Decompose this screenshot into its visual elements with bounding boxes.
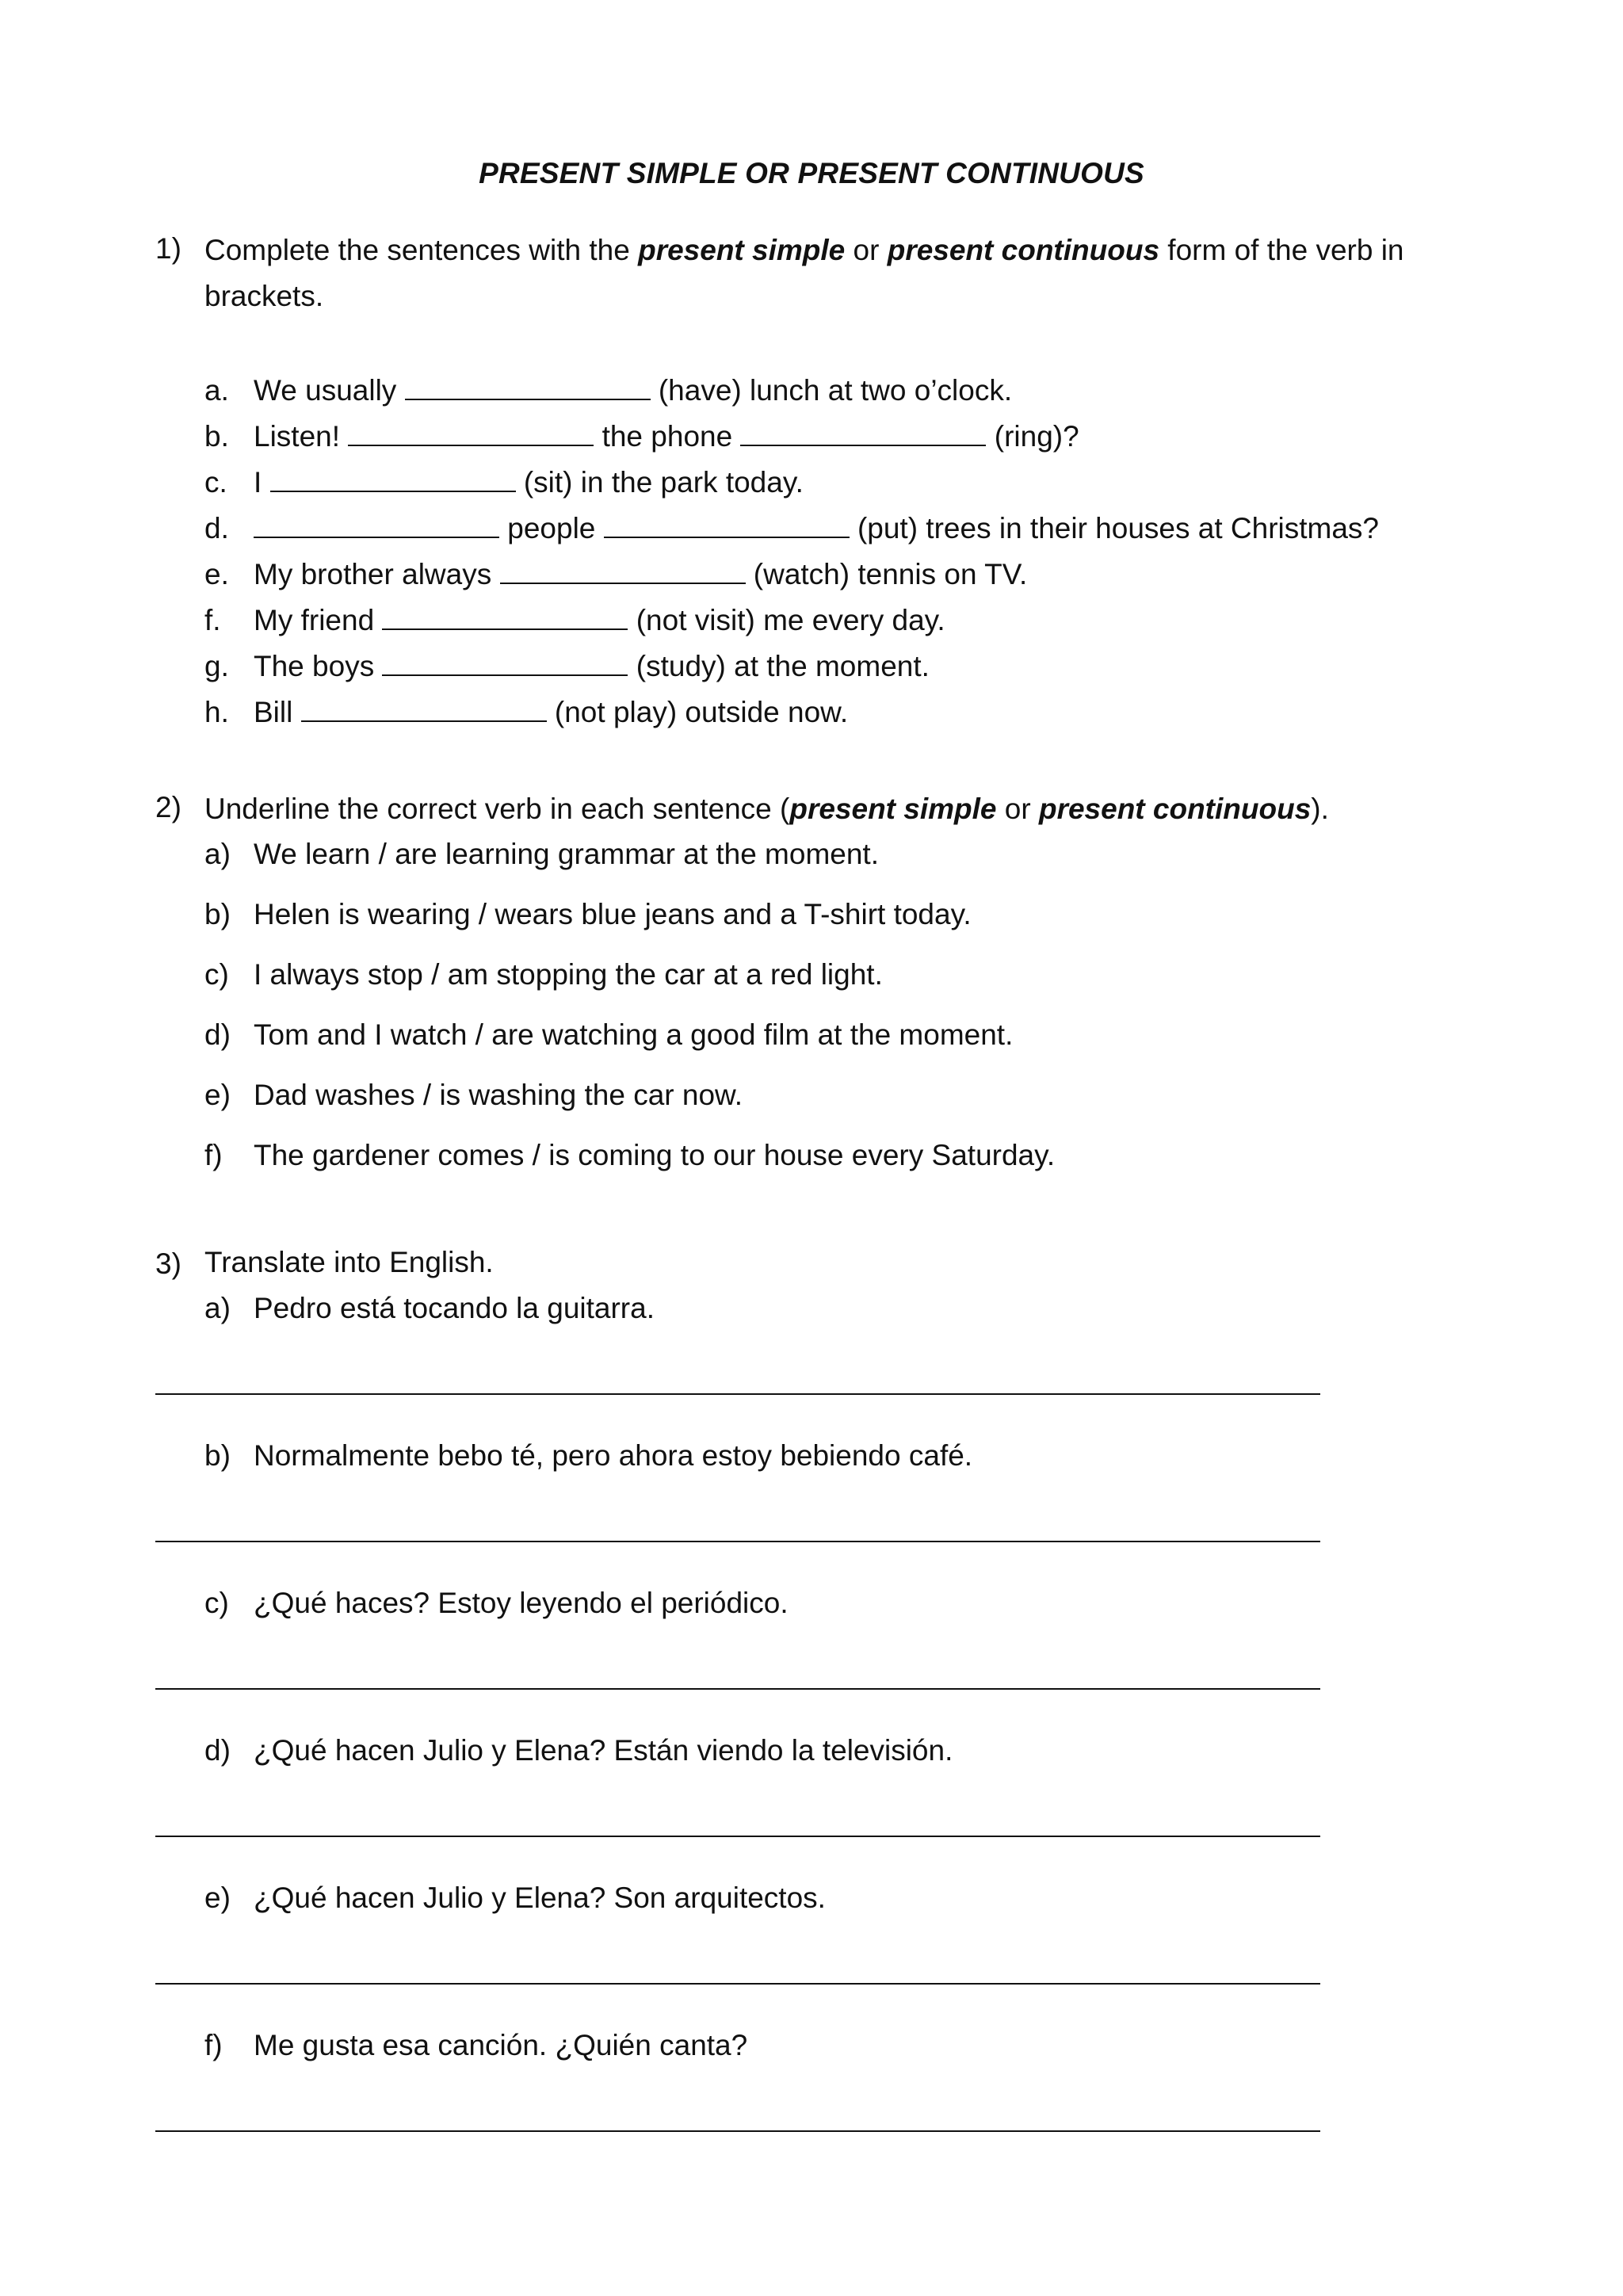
answer-blank[interactable] [301,697,547,722]
item-label: g. [204,650,229,682]
q1-item [204,648,930,685]
item-text: Listen! [254,420,349,453]
item-text: Pedro está tocando la guitarra. [254,1292,655,1324]
q1-instr-bold-2: present continuous [887,234,1160,266]
q1-instr-text: brackets. [204,280,324,312]
item-label: f) [204,1139,223,1171]
item-text: the phone [594,420,741,453]
item-text: My friend [254,604,383,636]
item-text: We usually [254,374,405,407]
item-label: b) [204,1439,231,1472]
item-label: f. [204,604,221,636]
q1-instr-text: form of the verb in [1159,234,1404,266]
answer-line[interactable] [155,1688,1320,1690]
item-text: I always stop / am stopping the car at a red light. [254,958,883,991]
q2-item [204,1077,743,1114]
answer-blank[interactable] [254,513,499,538]
q3-item [204,1290,655,1327]
answer-line[interactable] [155,1393,1320,1395]
q3-item [204,1733,953,1769]
q2-item [204,896,972,933]
item-label: d) [204,1018,231,1051]
answer-blank[interactable] [740,421,986,446]
q2-instr-text: Underline the correct verb in each sentence ( [204,793,790,825]
q3-item [204,1880,826,1916]
item-text: (have) lunch at two o’clock. [650,374,1013,407]
item-text: Bill [254,696,301,728]
item-text: Normalmente bebo té, pero ahora estoy bebiendo café. [254,1439,973,1472]
item-label: c) [204,1587,229,1619]
q2-instr-text: ). [1311,793,1329,825]
item-text: (put) trees in their houses at Christmas? [849,512,1380,544]
item-text: Dad washes / is washing the car now. [254,1079,743,1111]
item-label: b. [204,420,229,453]
item-text: people [499,512,604,544]
item-label: c) [204,958,229,991]
q3-instructions: Translate into English. [204,1246,494,1278]
item-text: The boys [254,650,383,682]
item-label: c. [204,466,227,499]
q2-number: 2) [155,791,181,823]
answer-line[interactable] [155,1541,1320,1542]
item-text: (study) at the moment. [628,650,930,682]
q2-instr-bold-1: present simple [789,793,997,825]
item-label: e) [204,1881,231,1914]
item-label: b) [204,898,231,930]
item-text: (not play) outside now. [546,696,849,728]
q1-instr-bold-1: present simple [638,234,846,266]
item-label: a) [204,1292,231,1324]
q2-item [204,836,879,873]
q2-item [204,1017,1013,1053]
item-text: (not visit) me every day. [628,604,945,636]
item-text: ¿Qué hacen Julio y Elena? Están viendo la televisión. [254,1734,953,1767]
q2-item [204,957,883,993]
item-text: My brother always [254,558,500,590]
answer-blank[interactable] [500,559,746,584]
q1-instr-text: Complete the sentences with the [204,234,639,266]
q1-item [204,556,1027,593]
q3-item [204,2027,747,2064]
answer-blank[interactable] [348,421,594,446]
q1-item [204,372,1012,409]
item-text: ¿Qué hacen Julio y Elena? Son arquitectos. [254,1881,826,1914]
q2-instr-bold-2: present continuous [1038,793,1312,825]
answer-blank[interactable] [405,375,651,400]
q1-number: 1) [155,232,181,265]
item-text: Tom and I watch / are watching a good film at the moment. [254,1018,1014,1051]
q2-instr-text: or [996,793,1039,825]
item-text: I [254,466,270,499]
item-label: a. [204,374,229,407]
page-title: PRESENT SIMPLE OR PRESENT CONTINUOUS [479,157,1144,189]
item-text: (watch) tennis on TV. [745,558,1028,590]
item-text: ¿Qué haces? Estoy leyendo el periódico. [254,1587,789,1619]
q1-instr-text: or [845,234,888,266]
item-label: d) [204,1734,231,1767]
answer-blank[interactable] [270,467,516,492]
q1-item [204,602,945,639]
q2-instructions [204,786,1441,832]
answer-blank[interactable] [604,513,850,538]
item-label: e) [204,1079,231,1111]
item-label: e. [204,558,229,590]
q2-item [204,1137,1055,1174]
item-label: d. [204,512,229,544]
item-label: f) [204,2029,223,2061]
q1-item [204,694,848,731]
q1-item [204,418,1079,455]
item-label: h. [204,696,229,728]
q3-item [204,1585,789,1622]
item-text: (sit) in the park today. [515,466,804,499]
answer-blank[interactable] [382,651,628,676]
item-text: (ring)? [986,420,1079,453]
q1-item [204,464,804,501]
q3-item [204,1438,972,1474]
item-text: Me gusta esa canción. ¿Quién canta? [254,2029,748,2061]
item-text: Helen is wearing / wears blue jeans and a T-shirt today. [254,898,972,930]
answer-line[interactable] [155,1836,1320,1837]
answer-blank[interactable] [382,605,628,630]
item-text: The gardener comes / is coming to our house every Saturday. [254,1139,1056,1171]
item-label: a) [204,838,231,870]
answer-line[interactable] [155,1983,1320,1985]
q1-item [204,510,1379,547]
q3-number: 3) [155,1247,181,1280]
answer-line[interactable] [155,2130,1320,2132]
q1-instructions [204,227,1441,319]
item-text: We learn / are learning grammar at the moment. [254,838,879,870]
